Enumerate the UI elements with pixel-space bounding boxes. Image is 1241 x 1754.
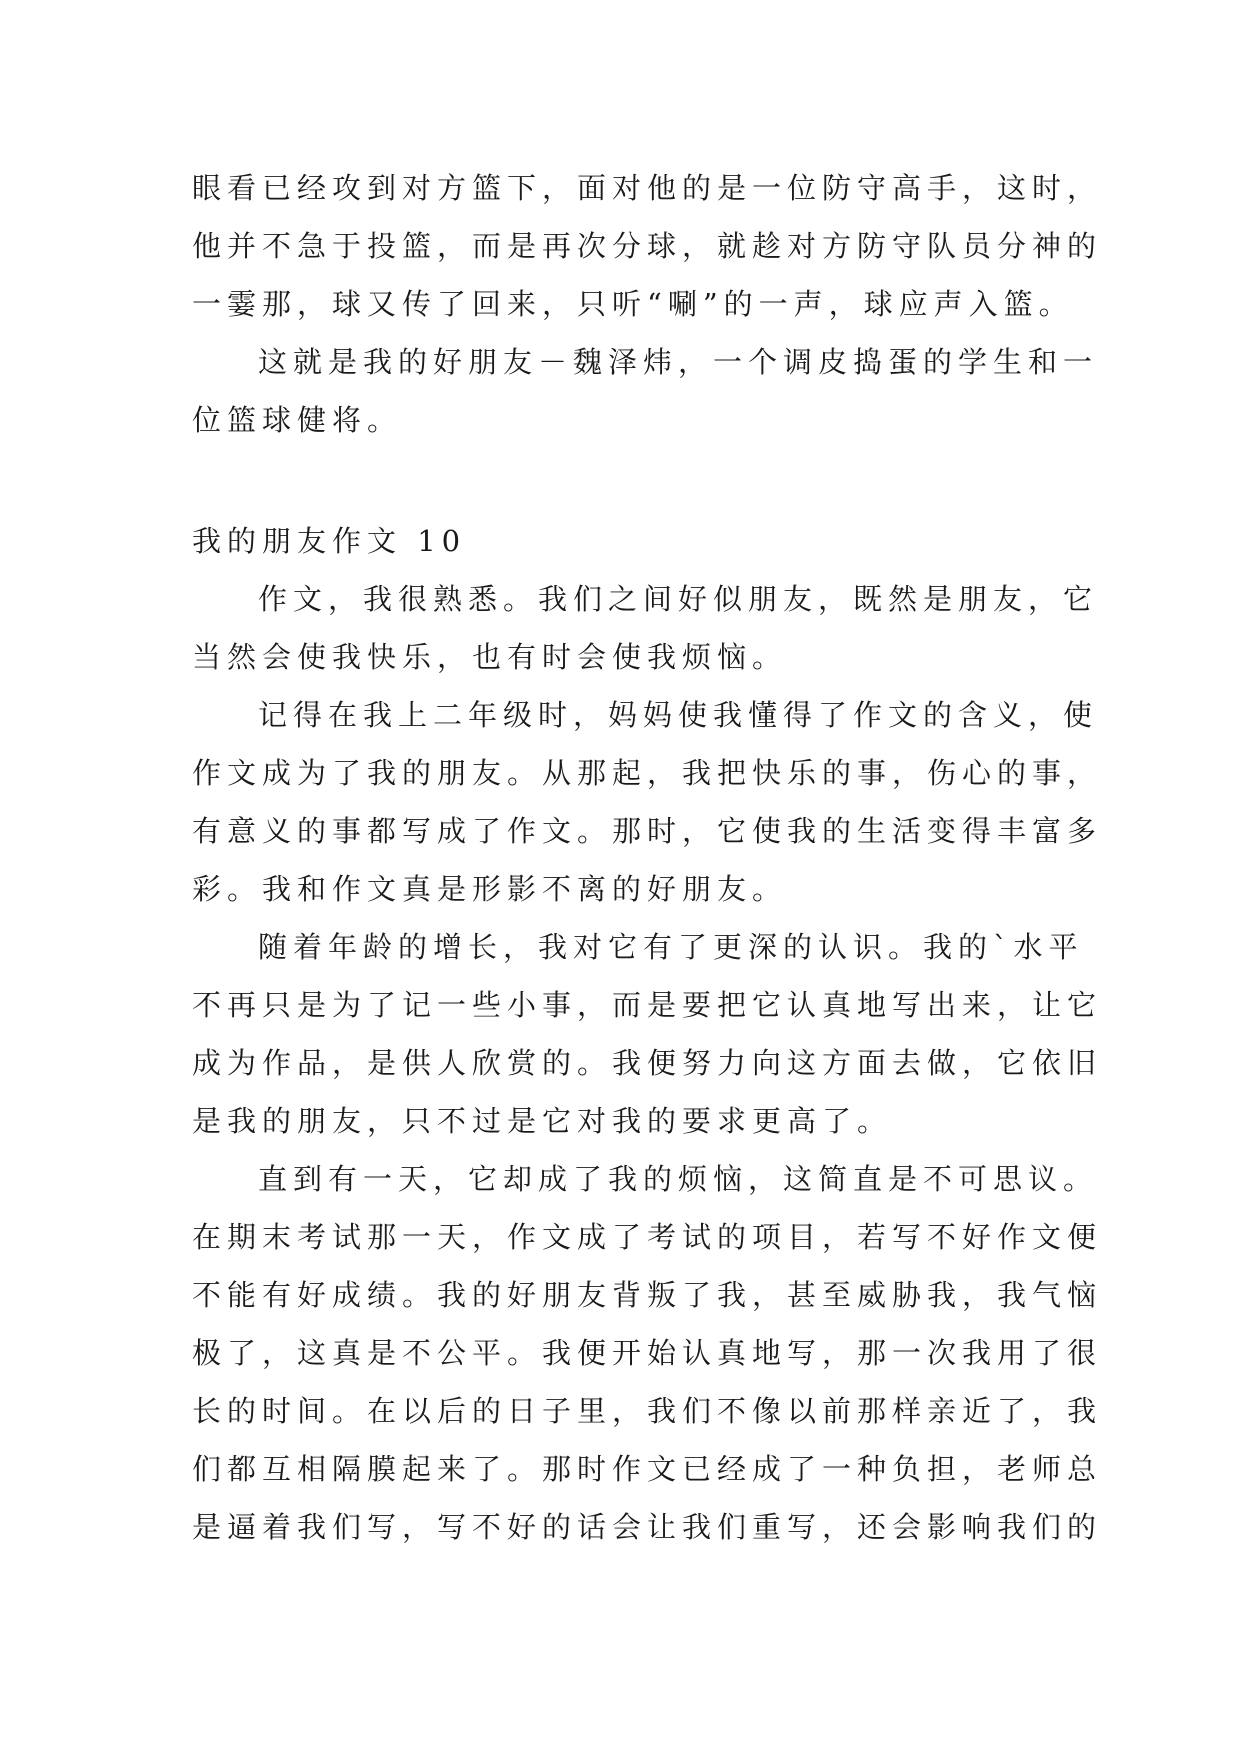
text-line: 成为作品，是供人欣赏的。我便努力向这方面去做，它依旧 — [192, 1046, 1103, 1080]
text-line: 这就是我的好朋友－魏泽炜，一个调皮捣蛋的学生和一 — [258, 345, 1099, 379]
text-line: 长的时间。在以后的日子里，我们不像以前那样亲近了，我 — [192, 1394, 1103, 1428]
text-line: 极了，这真是不公平。我便开始认真地写，那一次我用了很 — [192, 1336, 1103, 1370]
text-line: 彩。我和作文真是形影不离的好朋友。 — [192, 872, 788, 906]
text-line: 们都互相隔膜起来了。那时作文已经成了一种负担，老师总 — [192, 1452, 1103, 1486]
text-line: 不能有好成绩。我的好朋友背叛了我，甚至威胁我，我气恼 — [192, 1278, 1103, 1312]
section-title: 我的朋友作文 10 — [192, 524, 467, 558]
text-line: 在期末考试那一天，作文成了考试的项目，若写不好作文便 — [192, 1220, 1103, 1254]
text-line: 眼看已经攻到对方篮下，面对他的是一位防守高手，这时， — [192, 171, 1103, 205]
text-line: 记得在我上二年级时，妈妈使我懂得了作文的含义，使 — [258, 698, 1099, 732]
text-line: 作文，我很熟悉。我们之间好似朋友，既然是朋友，它 — [258, 582, 1099, 616]
text-line: 是我的朋友，只不过是它对我的要求更高了。 — [192, 1104, 893, 1138]
text-line: 是逼着我们写，写不好的话会让我们重写，还会影响我们的 — [192, 1510, 1103, 1544]
text-line: 一霎那，球又传了回来，只听“唰”的一声，球应声入篮。 — [192, 287, 1074, 321]
text-line: 作文成为了我的朋友。从那起，我把快乐的事，伤心的事， — [192, 756, 1103, 790]
text-line: 随着年龄的增长，我对它有了更深的认识。我的`水平 — [258, 930, 1084, 964]
text-line: 不再只是为了记一些小事，而是要把它认真地写出来，让它 — [192, 988, 1103, 1022]
text-line: 有意义的事都写成了作文。那时，它使我的生活变得丰富多 — [192, 814, 1103, 848]
text-line: 他并不急于投篮，而是再次分球，就趁对方防守队员分神的 — [192, 229, 1103, 263]
text-line: 位篮球健将。 — [192, 403, 403, 437]
text-line: 直到有一天，它却成了我的烦恼，这简直是不可思议。 — [258, 1162, 1099, 1196]
text-line: 当然会使我快乐，也有时会使我烦恼。 — [192, 640, 788, 674]
